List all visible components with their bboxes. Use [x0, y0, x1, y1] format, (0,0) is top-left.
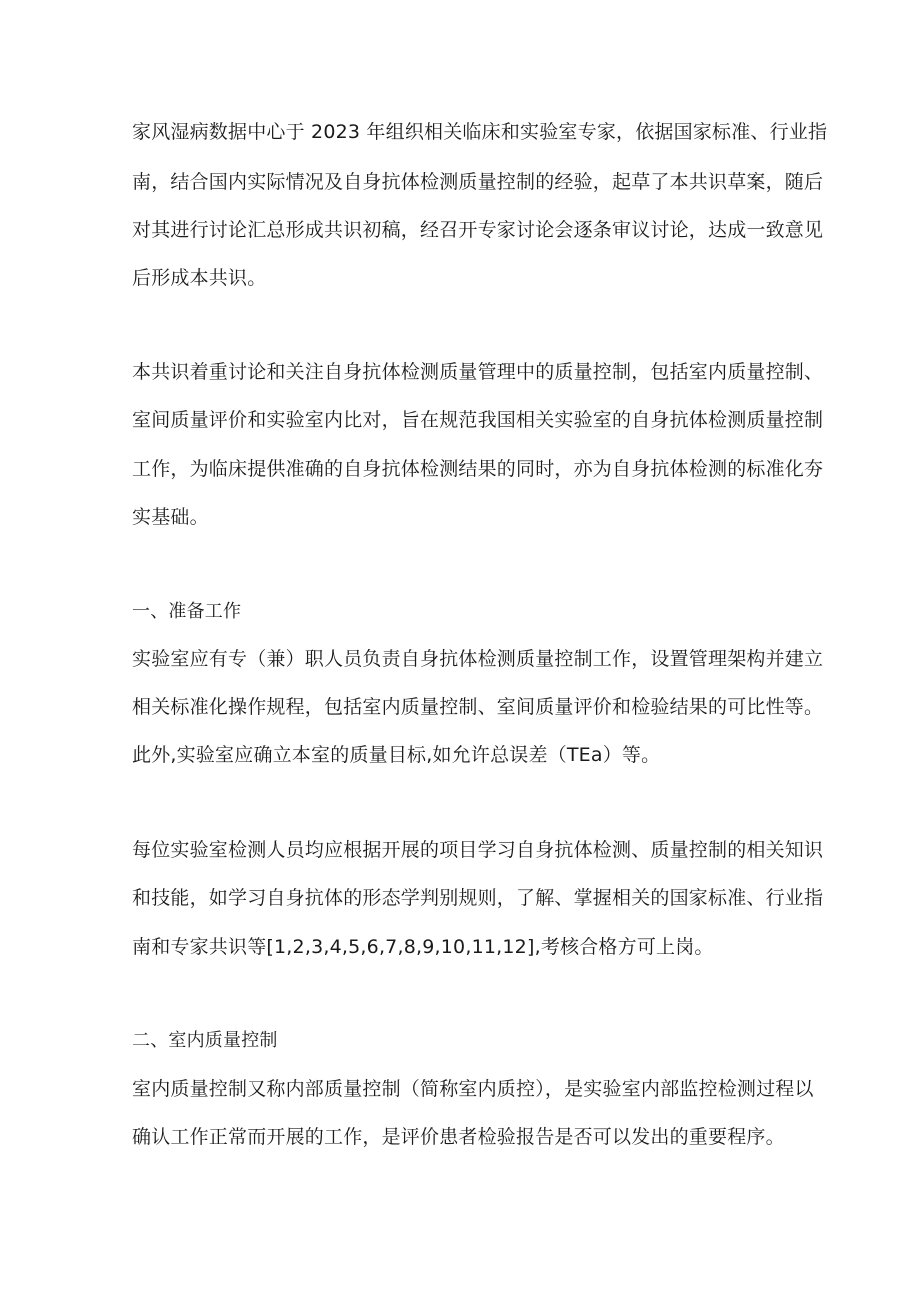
paragraph-1-line-4: 后形成本共识。: [132, 267, 267, 289]
section-heading-internal-quality-control: 二、室内质量控制: [132, 1030, 278, 1051]
paragraph-1-line-1: 家风湿病数据中心于 2023 年组织相关临床和实验室专家，依据国家标准、行业指: [132, 121, 828, 143]
paragraph-4-line-2: 和技能，如学习自身抗体的形态学判别规则，了解、掌握相关的国家标准、行业指: [132, 887, 824, 909]
paragraph-2-line-1: 本共识着重讨论和关注自身抗体检测质量管理中的质量控制，包括室内质量控制、: [132, 361, 824, 383]
paragraph-3-line-1: 实验室应有专（兼）职人员负责自身抗体检测质量控制工作，设置管理架构并建立: [132, 648, 824, 670]
paragraph-2-line-2: 室间质量评价和实验室内比对，旨在规范我国相关实验室的自身抗体检测质量控制: [132, 409, 824, 431]
paragraph-1-line-2: 南，结合国内实际情况及自身抗体检测质量控制的经验，起草了本共识草案，随后: [132, 171, 824, 193]
paragraph-5-line-1: 室内质量控制又称内部质量控制（简称室内质控），是实验室内部监控检测过程以: [132, 1078, 814, 1100]
paragraph-3-line-2: 相关标准化操作规程，包括室内质量控制、室间质量评价和检验结果的可比性等。: [132, 696, 824, 718]
section-heading-preparation: 一、准备工作: [132, 601, 242, 622]
paragraph-4-line-3: 南和专家共识等[1,2,3,4,5,6,7,8,9,10,11,12],考核合格方可上岗。: [132, 936, 714, 958]
paragraph-2-line-3: 工作，为临床提供准确的自身抗体检测结果的同时，亦为自身抗体检测的标准化夯: [132, 458, 824, 480]
paragraph-5-line-2: 确认工作正常而开展的工作，是评价患者检验报告是否可以发出的重要程序。: [132, 1126, 785, 1148]
paragraph-4-line-1: 每位实验室检测人员均应根据开展的项目学习自身抗体检测、质量控制的相关知识: [132, 839, 824, 861]
paragraph-1-line-3: 对其进行讨论汇总形成共识初稿，经召开专家讨论会逐条审议讨论，达成一致意见: [132, 219, 824, 241]
paragraph-3-line-3: 此外,实验室应确立本室的质量目标,如允许总误差（TEa）等。: [132, 744, 661, 766]
paragraph-2-line-4: 实基础。: [132, 506, 209, 528]
